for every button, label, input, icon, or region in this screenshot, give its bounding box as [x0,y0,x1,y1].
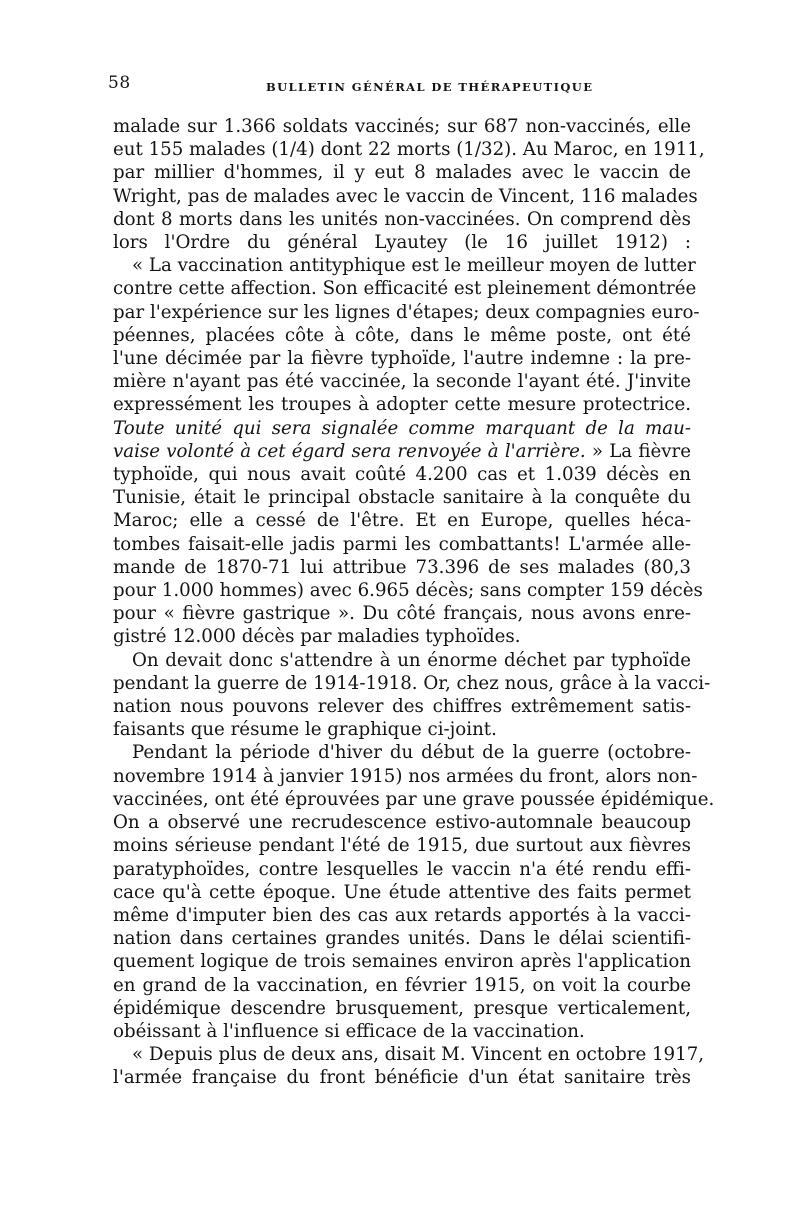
text-line: péennes, placées côte à côte, dans le même poste, ont été [113,324,691,346]
text-line: gistré 12.000 décès par maladies typhoïdes. [113,626,521,648]
text-line: obéissant à l'influence si efficace de la vaccination. [113,1020,585,1042]
text-line: faisants que résume le graphique ci-joint. [113,719,497,741]
text-line: pendant la guerre de 1914-1918. Or, chez nous, grâce à la vacci- [113,672,711,694]
text-line: « Depuis plus de deux ans, disait M. Vincent en octobre 1917, [132,1044,705,1066]
text-line: eut 155 malades (1/4) dont 22 morts (1/32). Au Maroc, en 1911, [113,139,705,161]
paragraph-3 [113,741,715,1043]
body-text [113,115,715,1090]
text-line: expressément les troupes à adopter cette mesure protectrice. [113,394,691,416]
text-line: vaccinées, ont été éprouvées par une grave poussée épidémique. [113,788,715,810]
roman-text: » La fièvre [585,440,691,462]
text-line: cace qu'à cette époque. Une étude attentive des faits permet [113,881,691,903]
text-line: « La vaccination antityphique est le meilleur moyen de lutter [132,255,696,277]
text-line: pour « fièvre gastrique ». Du côté français, nous avons enre- [113,603,691,625]
text-line: typhoïde, qui nous avait coûté 4.200 cas et 1.039 décès en [113,464,691,486]
text-line: nation nous pouvons relever des chiffres extrêmement satis- [113,696,691,718]
page-number: 58 [108,73,131,93]
paragraph-4 [113,1043,705,1089]
text-line: Tunisie, était le principal obstacle sanitaire à la conquête du [113,487,691,509]
text-line: novembre 1914 à janvier 1915) nos armées du front, alors non- [113,765,698,787]
text-line: par l'expérience sur les lignes d'étapes; deux compagnies euro- [113,301,700,323]
text-line: Pendant la période d'hiver du début de la guerre (octobre- [132,742,691,764]
text-line: l'armée française du front bénéficie d'un état sanitaire très [113,1067,691,1089]
text-line: l'une décimée par la fièvre typhoïde, l'autre indemne : la pre- [113,348,691,370]
running-title: BULLETIN GÉNÉRAL DE THÉRAPEUTIQUE [266,80,594,94]
paragraph-2 [113,649,711,742]
text-line: dont 8 morts dans les unités non-vaccinées. On comprend dès [113,208,691,230]
mixed-text-line [113,440,691,463]
italic-text-line [113,417,691,440]
text-line: On devait donc s'attendre à un énorme déchet par typhoïde [132,649,691,671]
text-line: contre cette affection. Son efficacité est pleinement démontrée [113,278,697,300]
text-line: malade sur 1.366 soldats vaccinés; sur 687 non-vaccinés, elle [113,116,691,137]
text-line: moins sérieuse pendant l'été de 1915, due surtout aux fièvres [113,835,691,857]
italic-text: Toute unité qui sera signalée comme marquant de la mau- [113,417,691,439]
text-line: pour 1.000 hommes) avec 6.965 décès; sans compter 159 décès [113,580,703,602]
text-line: même d'imputer bien des cas aux retards apportés à la vacci- [113,904,691,926]
text-line: quement logique de trois semaines environ après l'application [113,951,691,973]
text-line: lors l'Ordre du général Lyautey (le 16 juillet 1912) : [113,232,691,254]
paragraph-1 [113,115,705,649]
text-line: paratyphoïdes, contre lesquelles le vaccin n'a été rendu effi- [113,858,691,880]
text-line: épidémique descendre brusquement, presque verticalement, [113,997,691,1019]
text-line: nation dans certaines grandes unités. Dans le délai scientifi- [113,928,691,950]
text-line: On a observé une recrudescence estivo-automnale beaucoup [113,812,691,834]
text-line: Wright, pas de malades avec le vaccin de Vincent, 116 malades [113,185,698,207]
text-line: en grand de la vaccination, en février 1915, on voit la courbe [113,974,691,996]
text-line: tombes faisait-elle jadis parmi les combattants! L'armée alle- [113,533,691,555]
text-line: mande de 1870-71 lui attribue 73.396 de ses malades (80,3 [113,556,691,578]
text-line: mière n'ayant pas été vaccinée, la seconde l'ayant été. J'invite [113,371,691,393]
italic-text: vaise volonté à cet égard sera renvoyée à l'arrière. [113,440,586,462]
text-line: Maroc; elle a cessé de l'être. Et en Europe, quelles héca- [113,510,691,532]
text-line: par millier d'hommes, il y eut 8 malades avec le vaccin de [113,162,691,184]
